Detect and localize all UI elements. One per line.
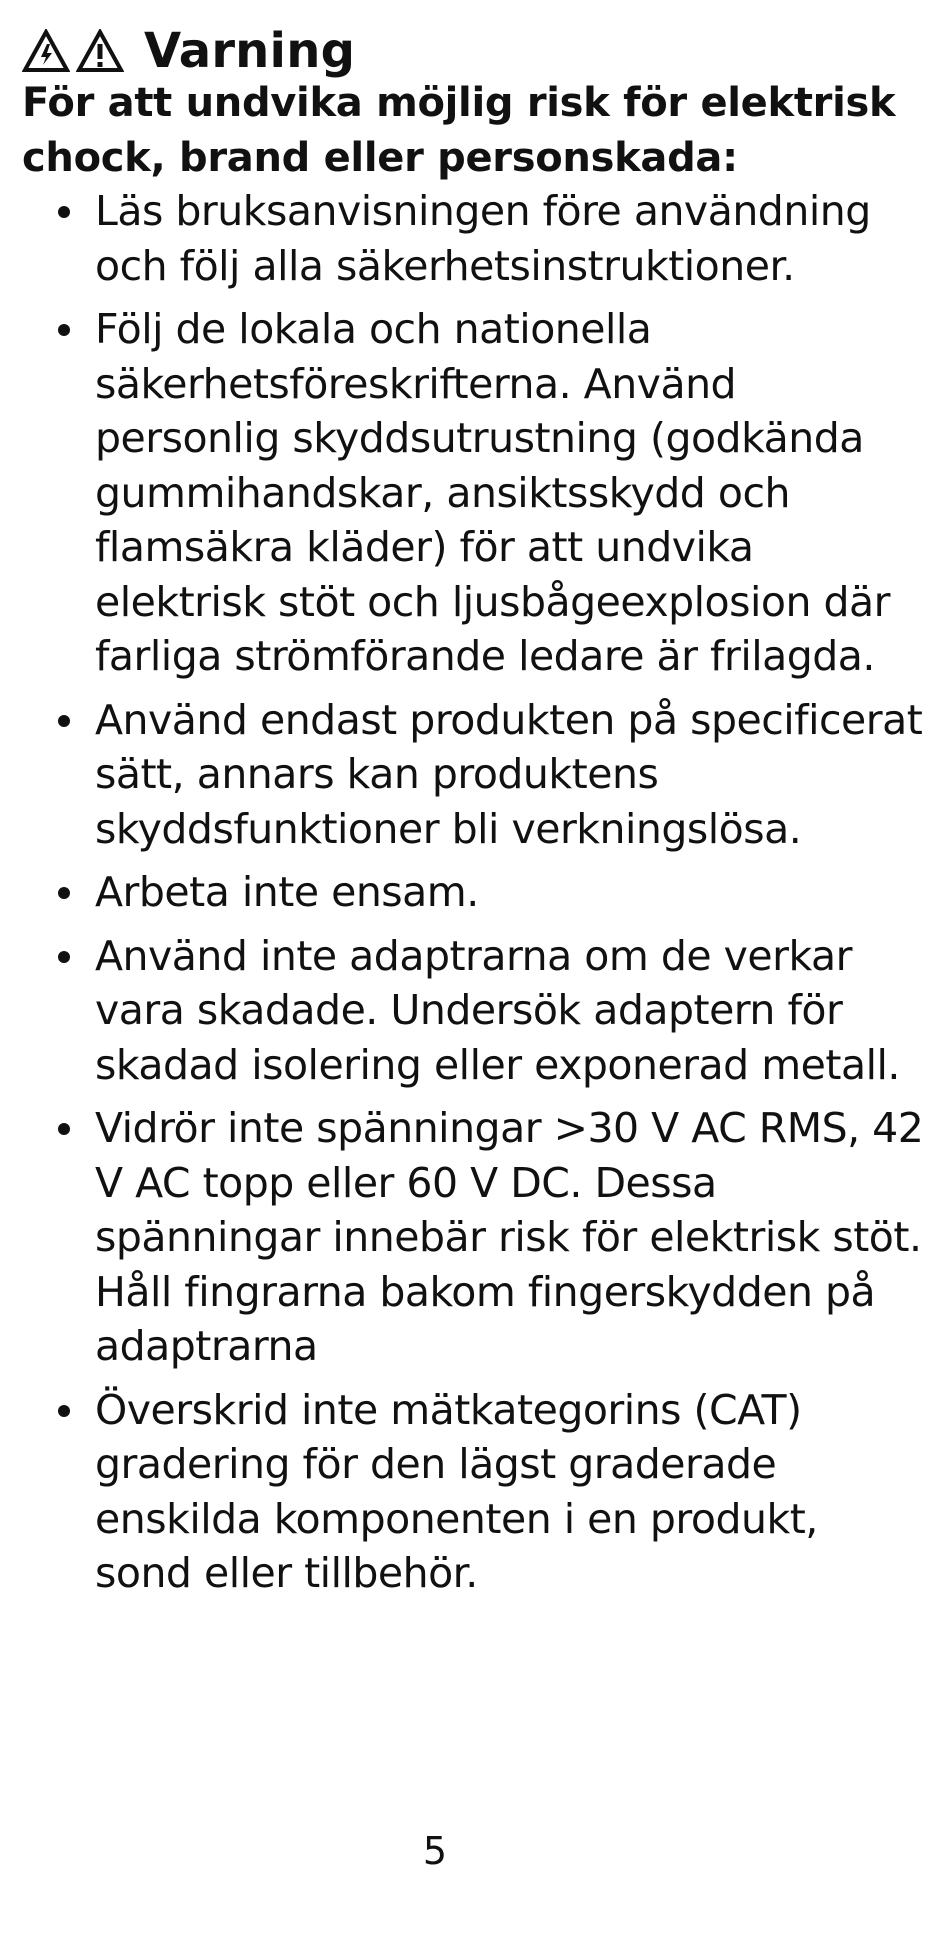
list-item-text: Använd inte adaptrarna om de verkar vara skadade. Undersök adaptern för skadad isolering eller exponerad metall. bbox=[95, 931, 900, 1089]
warning-heading bbox=[22, 18, 355, 84]
bullet-icon bbox=[58, 206, 70, 218]
list-item bbox=[0, 184, 925, 293]
general-warning-icon bbox=[76, 29, 124, 73]
bullet-icon bbox=[58, 324, 70, 336]
list-item-text: Arbeta inte ensam. bbox=[95, 868, 479, 916]
bullet-icon bbox=[58, 1405, 70, 1417]
list-item bbox=[0, 1383, 925, 1601]
warning-list bbox=[0, 184, 950, 1610]
page-number: 5 bbox=[422, 1829, 448, 1873]
list-item bbox=[0, 929, 925, 1093]
list-item-text: Överskrid inte mätkategorins (CAT) gradering för den lägst graderade enskilda komponenten i en produkt, sond eller tillbehör. bbox=[95, 1385, 818, 1597]
list-item bbox=[0, 1101, 925, 1374]
bullet-icon bbox=[58, 715, 70, 727]
list-item-text: Använd endast produkten på specificerat sätt, annars kan produktens skyddsfunktioner bli verkningslösa. bbox=[95, 695, 923, 853]
list-item-text: Följ de lokala och nationella säkerhetsföreskrifterna. Använd personlig skyddsutrustning (godkända gummihandskar, ansiktsskydd och flamsäkra kläder) för att undvika elektrisk stöt och ljusbågeexplosion där farliga strömförande ledare är frilagda. bbox=[95, 305, 890, 680]
list-item bbox=[0, 693, 925, 857]
list-item bbox=[0, 865, 925, 920]
electric-shock-warning-icon bbox=[22, 29, 70, 73]
list-item-text: Läs bruksanvisningen före användning och följ alla säkerhetsinstruktioner. bbox=[95, 187, 871, 290]
list-item bbox=[0, 302, 925, 684]
bullet-icon bbox=[58, 951, 70, 963]
bullet-icon bbox=[58, 1123, 70, 1135]
bullet-icon bbox=[58, 887, 70, 899]
list-item-text: Vidrör inte spänningar >30 V AC RMS, 42 V AC topp eller 60 V DC. Dessa spänningar innebär risk för elektrisk stöt. Håll fingrarna bakom fingerskydden på adaptrarna bbox=[95, 1104, 924, 1370]
page-title: Varning bbox=[144, 23, 356, 79]
warning-intro: För att undvika möjlig risk för elektrisk chock, brand eller personskada: bbox=[22, 80, 896, 181]
